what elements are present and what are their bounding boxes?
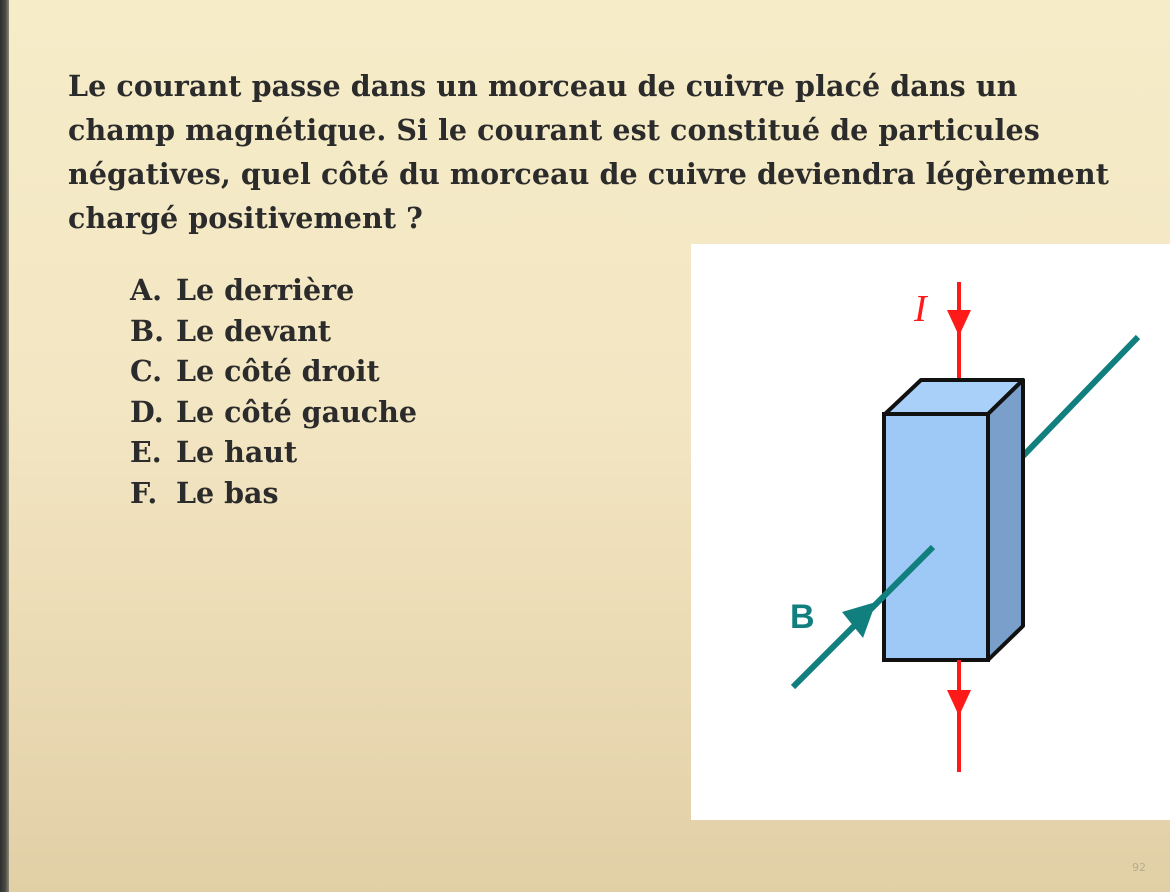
- option-letter: C.: [130, 354, 163, 388]
- option-label: Le côté gauche: [176, 394, 417, 429]
- option-label: Le derrière: [176, 273, 355, 307]
- option-letter: F.: [130, 475, 158, 510]
- current-arrow-top: [947, 310, 971, 336]
- slide-number: 92: [1132, 861, 1146, 874]
- option-a[interactable]: [130, 270, 417, 311]
- option-label: Le côté droit: [176, 354, 380, 388]
- window-edge: [0, 0, 9, 892]
- field-label: B: [790, 598, 815, 636]
- figure-diagram: [691, 244, 1170, 820]
- option-f[interactable]: [130, 473, 417, 514]
- option-letter: D.: [130, 394, 164, 429]
- option-label: Le haut: [176, 435, 298, 469]
- answer-options: [130, 270, 417, 513]
- option-d[interactable]: [130, 392, 417, 433]
- block-front-face: [884, 414, 988, 660]
- option-letter: B.: [130, 313, 165, 348]
- field-line-back: [1023, 337, 1138, 456]
- block-side-face: [988, 380, 1023, 660]
- option-letter: E.: [130, 435, 162, 469]
- option-letter: A.: [130, 273, 163, 307]
- current-label: I: [914, 288, 927, 330]
- option-b[interactable]: [130, 311, 417, 352]
- current-arrow-bottom: [947, 690, 971, 716]
- option-label: Le bas: [176, 475, 279, 510]
- option-e[interactable]: [130, 432, 417, 473]
- question-text: Le courant passe dans un morceau de cuivre placé dans un champ magnétique. Si le courant est constitué de particules négatives, quel côté du morceau de cuivre deviendra légèrement chargé positivement ?: [68, 69, 1109, 235]
- option-c[interactable]: [130, 351, 417, 392]
- option-label: Le devant: [176, 313, 332, 348]
- copper-block-figure: [691, 244, 1170, 820]
